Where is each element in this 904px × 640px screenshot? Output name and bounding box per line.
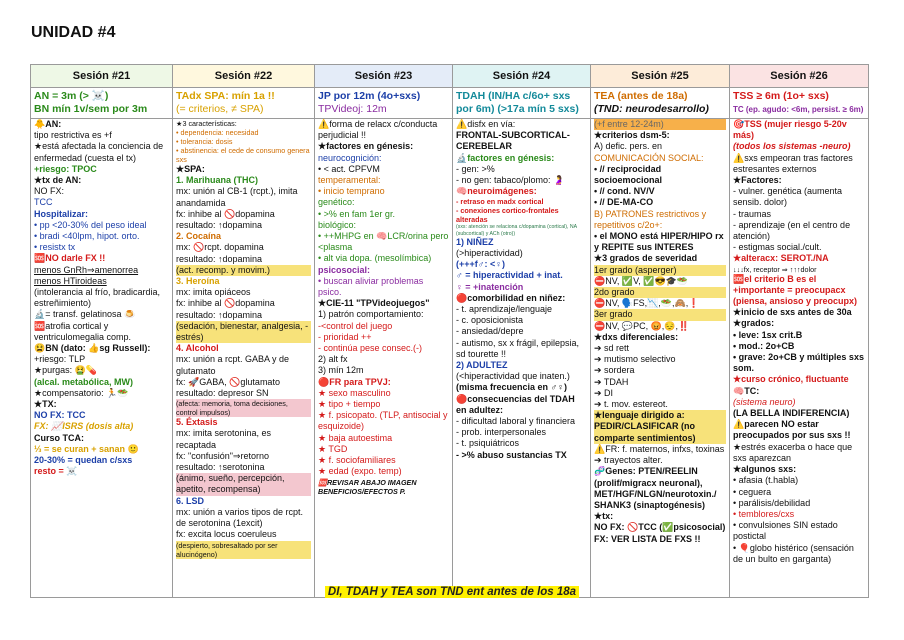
note-line: (>hiperactividad)	[456, 248, 523, 259]
note-line: - autismo, sx x frágil, epilepsia, sd tourette !!	[456, 337, 580, 359]
note-line: ★CIE-11 "TPVideojuegos"	[318, 298, 430, 309]
note-line: 20-30% = quedan c/sxs	[34, 455, 133, 466]
note-line: TCC	[34, 197, 53, 208]
note-line: Hospitalizar:	[34, 208, 89, 219]
summary-23	[315, 88, 453, 119]
note-line: NO FX: TCC	[34, 410, 86, 421]
summary-line: TDAH (IN/HA c/6o+ sxs	[456, 90, 571, 102]
note-line: ♀ = +inatención	[456, 281, 524, 292]
summary-line: (= criterios, ≠ SPA)	[176, 103, 264, 115]
note-line: - retraso en madx cortical	[456, 197, 544, 207]
note-line: - estigmas social./cult.	[733, 242, 822, 253]
note-line: ★lenguaje dirigido a: PEDIR/CLASIFICAR (no comparte sentimientos)	[594, 410, 726, 444]
note-line: -<control del juego	[318, 320, 393, 331]
note-line: • pp <20-30% del peso ideal	[34, 219, 147, 230]
note-line: ➔ mutismo selectivo	[594, 354, 676, 365]
note-line: ★está afectada la conciencia de enfermedad (cuesta el tx)	[34, 141, 164, 163]
note-line: ↓↓↓fx, receptor ⇒ ↑↑↑dolor	[733, 264, 817, 274]
note-line: 😫BN (dato: 👍sg Russell):	[34, 343, 151, 354]
note-line: 2) alt fx	[318, 354, 348, 365]
note-line: NO FX: 🚫TCC (✅psicosocial)	[594, 522, 726, 533]
note-line: • tolerancia: dosis	[176, 137, 233, 146]
summary-21	[31, 88, 173, 119]
summary-24	[453, 88, 591, 119]
session-notes-23	[315, 119, 453, 598]
note-line: ★3 grados de severidad	[594, 253, 698, 264]
note-line: ★estrés exacerba o hace que sxs aparezcan	[733, 441, 853, 463]
session-header-24: Sesión #24	[453, 65, 591, 88]
note-line: (<hiperactividad que inaten.)	[456, 371, 570, 382]
note-line: ⛔NV, 💬PC, 😡,😔,‼️	[594, 320, 690, 331]
note-line: 1er grado (asperger)	[594, 265, 726, 276]
note-line: • ++MHPG en 🧠LCR/orina pero <plasma	[318, 231, 449, 253]
note-line: ⚠️sxs empeoran tras factores estresantes externos	[733, 152, 853, 174]
note-line: ➔ sd rett	[594, 343, 630, 354]
session-notes-24	[453, 119, 591, 598]
note-line: - traumas	[733, 208, 772, 219]
note-line: ★3 características:	[176, 119, 237, 128]
note-line: ⛔NV, 🗣️FS,📉,🥗,🙈,❗	[594, 298, 700, 309]
note-line: 🧠TC:	[733, 385, 760, 396]
note-line: - c. oposicionista	[456, 315, 524, 326]
note-line: • convulsiones SIN estado postictal	[733, 520, 838, 542]
note-line: ★SPA:	[176, 164, 205, 174]
note-line: ★alteracx: SEROT./NA	[733, 253, 829, 264]
note-line: • dependencia: necesidad	[176, 128, 259, 137]
note-line: ★criterios dsm-5:	[594, 130, 670, 141]
note-line: 6. LSD	[176, 495, 205, 506]
note-line: fx: inhibe al 🚫dopamina	[176, 298, 275, 309]
note-line: • leve: 1sx crit.B	[733, 329, 803, 340]
note-line: 🎯TSS (mujer riesgo 5-20v más)	[733, 119, 847, 141]
note-line: ⚠️parecen NO estar preocupados por sus sxs !!	[733, 419, 851, 441]
note-line: • ceguera	[733, 486, 772, 497]
note-line: 🧠neuroimágenes:	[456, 186, 537, 197]
note-line: 🔴comorbilidad en niñez:	[456, 292, 566, 303]
summary-line: TAdx SPA: mín 1a !!	[176, 90, 275, 102]
note-line: ⚠️disfx en vía:	[456, 119, 516, 129]
note-line: (LA BELLA INDIFERENCIA)	[733, 408, 850, 419]
session-notes-25	[591, 119, 730, 598]
note-line: • el MONO está HIPER/HIPO rx y REPITE sus INTERES	[594, 231, 724, 253]
note-line: - gen: >%	[456, 163, 495, 174]
note-line: 🆘REVISAR ABAJO IMAGEN BENEFICIOS/EFECTOS P.	[318, 477, 417, 496]
note-line: ➔ t. mov. estereot.	[594, 399, 668, 410]
note-line: 3er grado	[594, 309, 726, 320]
note-line: ★ f. sociofamiliares	[318, 455, 396, 466]
note-line: ★curso crónico, fluctuante	[733, 374, 849, 385]
note-line: - prob. interpersonales	[456, 427, 547, 438]
note-line: resultado: ↑dopamina	[176, 309, 263, 320]
summary-25	[591, 88, 730, 119]
note-line: • abstinencia: el cede de consumo genera sxs	[176, 146, 310, 164]
note-line: ⚠️FR: f. maternos, infxs, toxinas ➔ trayectos alter.	[594, 443, 725, 466]
note-line: - prioridad ++	[318, 331, 372, 342]
session-notes-26	[730, 119, 869, 598]
note-line: (+++f♂: <♀)	[456, 259, 506, 270]
note-line: 1) patrón comportamiento:	[318, 309, 424, 320]
note-line: ★TX:	[34, 399, 57, 410]
note-line: FX: VER LISTA DE FXS !!	[594, 533, 701, 544]
session-notes-21	[31, 119, 173, 598]
note-line: - vulner. genética (aumenta sensib. dolor)	[733, 186, 843, 208]
note-line: ★tx:	[594, 511, 614, 522]
note-line: - aprendizaje (en el centro de atención)	[733, 219, 851, 242]
summary-26	[730, 88, 869, 119]
note-line: (+f entre 12-24m)	[594, 119, 726, 130]
note-line: • inicio temprano	[318, 186, 385, 197]
note-line: - no gen: tabaco/plomo: 🤰	[456, 175, 565, 186]
note-line: 🔬= transf. gelatinosa 🍮	[34, 309, 136, 320]
note-line: 1) NIÑEZ	[456, 236, 494, 247]
footer-note	[0, 586, 904, 598]
note-line: ♂ = hiperactividad + inat.	[456, 270, 563, 281]
note-line: • temblores/cxs	[733, 508, 795, 519]
note-line: mx: unión al CB-1 (rcpt.), imita anandamida	[176, 186, 298, 208]
note-line: FX: 📈ISRS (dosis alta)	[34, 421, 134, 432]
note-line: menos GnRh⇒amenorrea	[34, 264, 139, 275]
session-notes-22	[173, 119, 315, 598]
note-line: A) defic. pers. en	[594, 141, 663, 152]
note-line: ★ f. psicopato. (TLP, antisocial y esquizoide)	[318, 410, 448, 432]
note-line: resultado: ↑serotonina	[176, 462, 265, 473]
note-line: ★compensatorio: 🏃🥗	[34, 387, 129, 398]
note-line: 🆘el criterio B es el +importante = preocupacx (piensa, ansioso y preocupx)	[733, 273, 858, 307]
note-line: (alcal. metabólica, MW)	[34, 376, 134, 387]
note-line: - t. aprendizaje/lenguaje	[456, 304, 553, 315]
note-line: • < act. CPFVM	[318, 163, 380, 174]
note-line: fx: inhibe al 🚫dopamina	[176, 208, 275, 219]
note-line: menos HTiroideas	[34, 275, 107, 286]
note-line: ★inicio de sxs antes de 30a	[733, 307, 852, 318]
note-line: 2) ADULTEZ	[456, 360, 508, 371]
note-line: (despierto, sobresaltado por ser alucinógeno)	[176, 541, 311, 559]
note-line: resto = ☠️	[34, 466, 78, 477]
note-line: ⅓ = se curan + sanan 🙂	[34, 443, 139, 454]
note-line: +riesgo: TPOC	[34, 163, 97, 174]
note-line: 4. Alcohol	[176, 343, 219, 354]
note-line: • alt via dopa. (mesolímbica)	[318, 253, 432, 264]
note-line: resultado: ↑dopamina	[176, 220, 263, 231]
note-line: 3) mín 12m	[318, 365, 364, 376]
note-line: (act. recomp. y movim.)	[176, 265, 311, 276]
footer-text: DI, TDAH y TEA son TND ent antes de los 18a	[325, 586, 579, 598]
note-line: ★ sexo masculino	[318, 387, 391, 398]
summary-line: BN mín 1v/sem por 3m	[34, 103, 148, 115]
note-line: • >% en fam 1er gr.	[318, 208, 395, 219]
note-line: (sxs: atención se relaciona c/dopamina (cortical), NA (subcortical) y ACh (otro))	[456, 224, 577, 237]
note-line: • // cond. NV/V	[594, 186, 655, 197]
note-line: COMUNICACIÓN SOCIAL:	[594, 152, 704, 163]
note-line: • afasia (t.habla)	[733, 475, 799, 486]
note-line: • resistx tx	[34, 242, 76, 253]
session-header-26: Sesión #26	[730, 65, 869, 88]
note-line: • buscan aliviar problemas psico.	[318, 275, 424, 298]
note-line: 🧬Genes: PTEN/REELIN (prolif/migracx neuronal), MET/HGF/NLGN/neurotoxin./ SHANK3 (sinaptogénesis)	[594, 466, 717, 510]
note-line: 2. Cocaína	[176, 231, 222, 242]
note-line: neurocognición:	[318, 152, 382, 163]
note-line: • bradi <40lpm, hipot. orto.	[34, 231, 140, 242]
note-line: ★algunos sxs:	[733, 464, 797, 475]
note-line: 2do grado	[594, 287, 726, 298]
note-line: (sistema neuro)	[733, 396, 796, 407]
note-line: genético:	[318, 197, 355, 208]
note-line: ★ edad (expo. temp)	[318, 466, 402, 477]
note-line: ★ tipo + tiempo	[318, 399, 381, 410]
note-line: resultado: ↑dopamina	[176, 253, 263, 264]
note-line: B) PATRONES restrictivos y repetitivos c/2o+:	[594, 208, 707, 230]
note-line: - >% abuso sustancias TX	[456, 449, 567, 460]
page-title: UNIDAD #4	[31, 24, 116, 41]
note-line: ⚠️forma de relacx c/conducta perjudicial !!	[318, 119, 438, 141]
note-line: 🔬factores en génesis:	[456, 152, 555, 163]
content-row	[31, 119, 869, 598]
note-line: (misma frecuencia en ♂♀)	[456, 382, 568, 393]
summary-row	[31, 88, 869, 119]
note-line: ★ baja autoestima	[318, 432, 393, 443]
note-line: - dificultad laboral y financiera	[456, 416, 576, 427]
note-line: Curso TCA:	[34, 432, 84, 443]
note-line: 3. Heroína	[176, 276, 220, 287]
note-line: resultado: depresor SN	[176, 388, 269, 399]
note-line: • parálisis/debilidad	[733, 497, 811, 508]
note-line: fx: 🚀GABA, 🚫glutamato	[176, 376, 280, 387]
note-line: • mod.: 2o+CB	[733, 340, 795, 351]
note-line: (afecta: memoria, toma decisiones, control impulsos)	[176, 399, 311, 417]
note-line: ★factores en génesis:	[318, 141, 414, 152]
note-line: 🐥AN:	[34, 119, 62, 129]
note-line: (sedación, bienestar, analgesia, -estrés)	[176, 321, 311, 343]
note-line: mx: 🚫rcpt. dopamina	[176, 242, 264, 253]
note-line: (todos los sistemas -neuro)	[733, 141, 851, 152]
note-line: (ánimo, sueño, percepción, apetito, recompensa)	[176, 473, 311, 495]
note-line: • grave: 2o+CB y múltiples sxs som.	[733, 352, 864, 374]
note-line: 5. Éxtasis	[176, 417, 218, 428]
note-line: +riesgo: TLP	[34, 354, 86, 365]
note-line: ⛔NV, ✅V, ✅😎🎓🥗	[594, 275, 689, 286]
note-line: fx: "confusión"⇒retorno	[176, 450, 269, 461]
summary-line: (TND: neurodesarrollo)	[594, 103, 709, 115]
note-line: ➔ sordera	[594, 365, 635, 376]
note-line: - conexiones cortico-frontales alteradas	[456, 206, 559, 225]
note-line: 🔴consecuencias del TDAH en adultez:	[456, 393, 575, 415]
note-line: - t. psiquiátricos	[456, 438, 520, 449]
note-line: mx: unión a rcpt. GABA y de glutamato	[176, 354, 290, 376]
summary-line: AN = 3m (> ☠️)	[34, 90, 109, 102]
note-line: ★ TGD	[318, 443, 348, 454]
header-row	[31, 65, 869, 88]
session-header-25: Sesión #25	[591, 65, 730, 88]
note-line: biológico:	[318, 219, 357, 230]
session-header-21: Sesión #21	[31, 65, 173, 88]
note-line: ★purgas: 🤮💊	[34, 365, 97, 376]
note-line: NO FX:	[34, 186, 65, 197]
summary-line: JP por 12m (4o+sxs)	[318, 90, 421, 102]
summary-line: TSS ≥ 6m (1o+ sxs)	[733, 90, 829, 102]
summary-line: TC (ep. agudo: <6m, persist. ≥ 6m)	[733, 105, 864, 114]
note-line: FRONTAL-SUBCORTICAL-CEREBELAR	[456, 130, 570, 152]
summary-line: por 6m) (>17a mín 5 sxs)	[456, 103, 579, 115]
summary-line: TPVideoj: 12m	[318, 103, 387, 115]
session-header-22: Sesión #22	[173, 65, 315, 88]
note-line: mx: imita opiáceos	[176, 287, 251, 298]
note-line: temperamental:	[318, 175, 381, 186]
note-line: (intolerancia al frío, bradicardia, estreñimiento)	[34, 287, 161, 309]
note-line: ★Factores:	[733, 175, 782, 186]
note-line: 🆘atrofia cortical y ventriculomegalia comp.	[34, 320, 132, 342]
note-line: ★dxs diferenciales:	[594, 331, 679, 342]
note-line: - continúa pese consec.(-)	[318, 343, 423, 354]
summary-22	[173, 88, 315, 119]
note-line: ➔ TDAH	[594, 376, 629, 387]
note-line: • // reciprocidad socioemocional	[594, 163, 663, 186]
note-line: psicosocial:	[318, 264, 371, 275]
note-line: tipo restrictiva es +f	[34, 130, 112, 141]
note-line: ★grados:	[733, 318, 775, 329]
note-line: - ansiedad/depre	[456, 326, 524, 337]
note-line: 🆘NO darle FX !!	[34, 253, 106, 264]
note-line: • // DE-MA-CO	[594, 197, 654, 208]
note-line: 🔴FR para TPVJ:	[318, 376, 391, 387]
note-line: • 🎈globo histérico (sensación de un bulto en garganta)	[733, 542, 854, 564]
summary-line: TEA (antes de 18a)	[594, 90, 688, 102]
note-line: fx: excita locus coeruleus	[176, 529, 277, 540]
note-line: ➔ DI	[594, 387, 614, 398]
note-line: mx: imita serotonina, es recaptada	[176, 428, 272, 450]
note-line: ★tx de AN:	[34, 175, 82, 186]
session-header-23: Sesión #23	[315, 65, 453, 88]
note-line: mx: unión a varios tipos de rcpt. de serotonina (1excit)	[176, 506, 304, 529]
sessions-table	[30, 64, 869, 598]
note-line: 1. Marihuana (THC)	[176, 175, 259, 186]
